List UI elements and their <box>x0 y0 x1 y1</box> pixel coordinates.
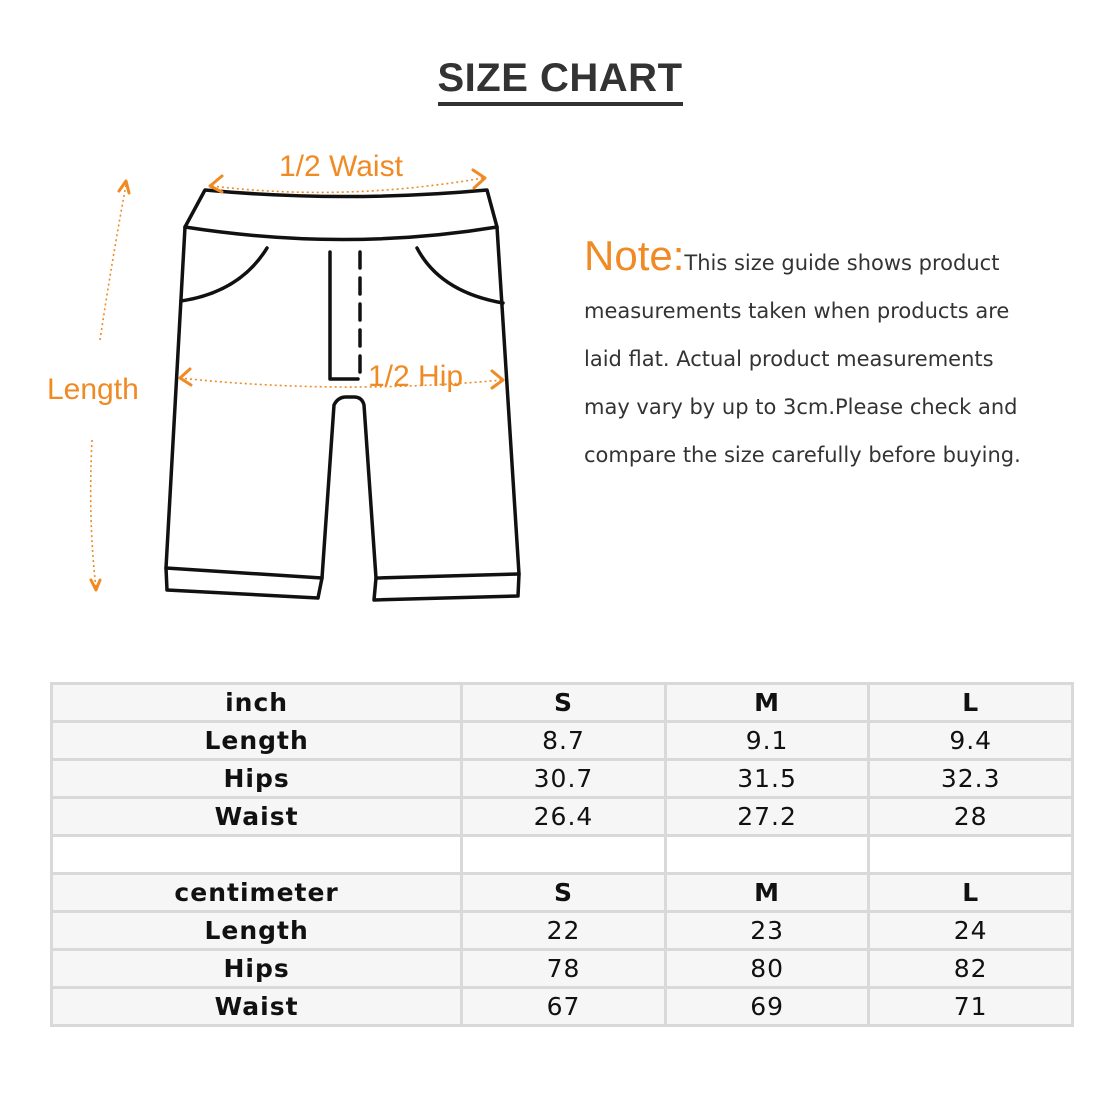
table-cell: M <box>665 874 869 912</box>
table-cell: inch <box>52 684 462 722</box>
note-text-line: This size guide shows product <box>684 251 1000 275</box>
length-label: Length <box>47 373 139 406</box>
table-cell: Length <box>52 912 462 950</box>
waistband-outline <box>185 190 497 240</box>
table-cell: M <box>665 684 869 722</box>
right-pocket-line <box>417 248 503 303</box>
left-hem-line <box>166 568 322 578</box>
waist-arrow-right-head <box>473 170 485 188</box>
table-cell: 9.4 <box>869 722 1073 760</box>
table-cell: Waist <box>52 798 462 836</box>
note-text <box>584 232 1104 479</box>
hip-arrow-left-head <box>180 369 191 385</box>
table-cell: 69 <box>665 988 869 1026</box>
page-title <box>0 56 1120 101</box>
shorts-diagram <box>0 120 560 625</box>
fly-line <box>330 252 358 379</box>
right-hem-line <box>376 574 519 578</box>
length-arrow-lower <box>91 440 96 588</box>
size-table <box>50 682 1074 1027</box>
table-cell: 23 <box>665 912 869 950</box>
empty-cell <box>665 836 869 874</box>
table-cell: S <box>462 684 666 722</box>
table-row <box>52 760 1073 798</box>
table-cell: S <box>462 874 666 912</box>
table-cell: 67 <box>462 988 666 1026</box>
note-line-2: measurements taken when products are <box>584 299 1010 323</box>
note-line-5: compare the size carefully before buying. <box>584 443 1021 467</box>
table-cell: 80 <box>665 950 869 988</box>
table-cell: L <box>869 874 1073 912</box>
length-arrow-top-head <box>119 181 129 193</box>
shorts-illustration <box>0 120 560 620</box>
waist-label: 1/2 Waist <box>279 150 403 183</box>
note-heading: Note: <box>584 232 685 279</box>
table-cell: centimeter <box>52 874 462 912</box>
table-cell: Hips <box>52 760 462 798</box>
table-cell: L <box>869 684 1073 722</box>
table-cell: 71 <box>869 988 1073 1026</box>
spacer-row <box>52 836 1073 874</box>
hip-label: 1/2 Hip <box>368 360 464 393</box>
table-cell: 27.2 <box>665 798 869 836</box>
note-line-4: may vary by up to 3cm.Please check and <box>584 395 1018 419</box>
page-title-text: SIZE CHART <box>438 56 683 106</box>
empty-cell <box>52 836 462 874</box>
table-cell: 32.3 <box>869 760 1073 798</box>
note-line-3: laid flat. Actual product measurements <box>584 347 994 371</box>
table-cell: 28 <box>869 798 1073 836</box>
empty-cell <box>462 836 666 874</box>
left-pocket-line <box>181 248 267 301</box>
table-cell: 30.7 <box>462 760 666 798</box>
shorts-body-outline <box>166 227 519 600</box>
table-row <box>52 798 1073 836</box>
table-row <box>52 950 1073 988</box>
table-cell: Length <box>52 722 462 760</box>
table-row <box>52 912 1073 950</box>
table-cell: Hips <box>52 950 462 988</box>
empty-cell <box>869 836 1073 874</box>
table-cell: 31.5 <box>665 760 869 798</box>
table-cell: 82 <box>869 950 1073 988</box>
table-cell: 9.1 <box>665 722 869 760</box>
table-row <box>52 722 1073 760</box>
table-row <box>52 988 1073 1026</box>
length-arrow-upper <box>100 185 126 340</box>
table-cell: 26.4 <box>462 798 666 836</box>
table-cell: 78 <box>462 950 666 988</box>
table-cell: Waist <box>52 988 462 1026</box>
cm-header-row <box>52 874 1073 912</box>
table-cell: 8.7 <box>462 722 666 760</box>
hip-arrow-right-head <box>492 371 503 388</box>
note-line-1 <box>584 232 1104 287</box>
inch-header-row <box>52 684 1073 722</box>
table-cell: 22 <box>462 912 666 950</box>
table-cell: 24 <box>869 912 1073 950</box>
